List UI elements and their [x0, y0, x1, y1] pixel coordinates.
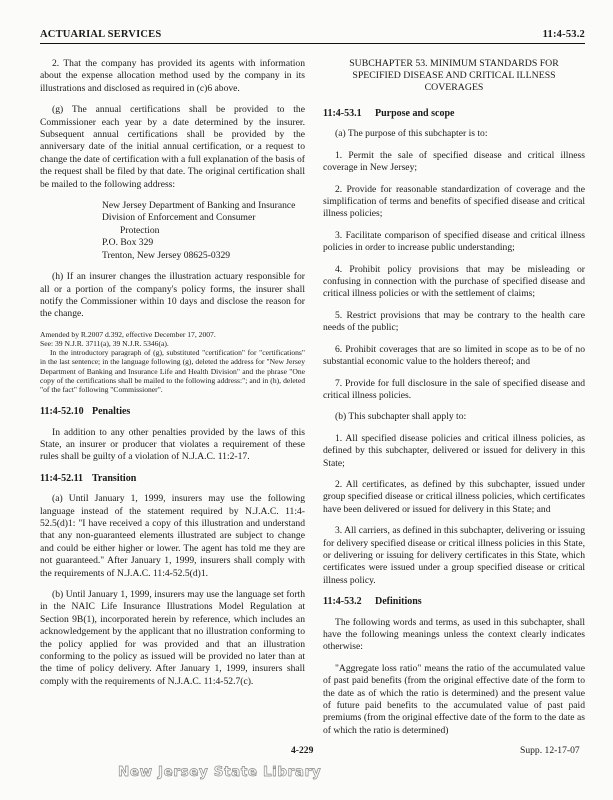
amendment-history-note	[40, 330, 305, 394]
address-line: New Jersey Department of Banking and Insurance	[102, 200, 296, 212]
section-number: 11:4-52.10	[40, 406, 84, 418]
header-section-number: 11:4-53.2	[542, 29, 585, 40]
definition-aggregate-loss-ratio: "Aggregate loss ratio" means the ratio of the accumulated value of past paid benefits (from the original effective date of the form to the date as of which the ratio is determined) and the present value of future paid benefits to the accumulated value of past paid premiums (from the original effective date of the form to the date as of which the ratio is determined)	[323, 662, 585, 736]
section-heading-purpose-and-scope	[323, 108, 585, 120]
subchapter-line: SPECIFIED DISEASE AND CRITICAL ILLNESS	[352, 70, 556, 81]
scope-item: 1. All specified disease policies and critical illness policies, as defined by this subchapter, delivered or issued for delivery in this State;	[323, 432, 585, 469]
section-title: Transition	[92, 472, 137, 484]
scope-item: 2. All certificates, as defined by this subchapter, issued under group specified disease or critical illness policies, which certificates have been delivered or issued for delivery in this State; and	[323, 478, 585, 515]
section-heading-transition	[40, 473, 305, 485]
subchapter-line: COVERAGES	[424, 82, 484, 93]
section-number: 11:4-52.11	[40, 472, 84, 484]
section-title: Definitions	[375, 596, 422, 608]
paragraph-g: (g) The annual certifications shall be provided to the Commissioner each year by a date determined by the insurer. Subsequent annual certifications shall be provided by the anniversary date of the initial annual certification, or a request to change the date of certification with a full explanation of the basis of the request shall be filed by that date. The original certification shall be mailed to the following address:	[40, 104, 305, 190]
definitions-intro: The following words and terms, as used in this subchapter, shall have the following meanings unless the context clearly indicates otherwise:	[323, 616, 585, 653]
history-line: In the introductory paragraph of (g), substituted "certification" for "certifications" in the last sentence; in the language following (g), deleted the address for "New Jersey Department of Banking and Insurance Life and Health Division" and the phrase "One copy of the certifications shall be mailed to the following address:"; and in (h), deleted "of the fact" following "Commissioner".	[40, 348, 305, 394]
section-heading-definitions	[323, 596, 585, 608]
purpose-item: 1. Permit the sale of specified disease and critical illness coverage in New Jersey;	[323, 149, 585, 174]
section-title: Purpose and scope	[375, 108, 455, 119]
library-watermark: New Jersey State Library	[118, 764, 322, 780]
purpose-item: 6. Prohibit coverages that are so limited in scope as to be of no substantial economic value to the holders thereof; and	[323, 343, 585, 368]
section-heading-penalties	[40, 406, 305, 418]
address-line: Division of Enforcement and Consumer	[102, 212, 256, 224]
section-number: 11:4-53.1	[323, 108, 362, 119]
purpose-item: 3. Facilitate comparison of specified disease and critical illness policies in order to increase public understanding;	[323, 229, 585, 254]
address-line: P.O. Box 329	[102, 237, 154, 249]
left-column	[40, 58, 305, 697]
history-line: See: 39 N.J.R. 3711(a), 39 N.J.R. 5346(a).	[40, 338, 169, 348]
subchapter-line: SUBCHAPTER 53. MINIMUM STANDARDS FOR	[349, 58, 559, 69]
transition-paragraph-b: (b) Until January 1, 1999, insurers may use the language set forth in the NAIC Life Insurance Illustrations Model Regulation at Section 9B(1), incorporated herein by reference, which includes an acknowledgement by the applicant that no illustration conforming to the policy applied for was provided and that an illustration conforming to the policy as issued will be provided no later than at the time of policy delivery. After January 1, 1999, insurers shall comply with the requirements of N.J.A.C. 11:4-52.7(c).	[40, 589, 305, 687]
header-title: ACTUARIAL SERVICES	[40, 29, 162, 40]
purpose-intro: (a) The purpose of this subchapter is to:	[335, 128, 488, 140]
address-line: Trenton, New Jersey 08625-0329	[102, 249, 231, 261]
scope-intro: (b) This subchapter shall apply to:	[335, 411, 467, 423]
section-number: 11:4-53.2	[323, 596, 362, 608]
paragraph-h: (h) If an insurer changes the illustration actuary responsible for all or a portion of the company's policy forms, the insurer shall notify the Commissioner within 10 days and disclose the reason for the change.	[40, 271, 305, 320]
scope-item: 3. All carriers, as defined in this subchapter, delivering or issuing for delivery specified disease or critical illness policies in this State, or delivering or issuing for delivery certificates in this State, which certificates were issued under a group specified disease or critical illness policy.	[323, 525, 585, 586]
penalties-body: In addition to any other penalties provided by the laws of this State, an insurer or producer that violates a requirement of these rules shall be guilty of a violation of N.J.A.C. 11:2-17.	[40, 426, 305, 463]
page-number: 4-229	[291, 745, 314, 756]
supplement-date: Supp. 12-17-07	[520, 745, 580, 756]
mailing-address	[102, 200, 305, 262]
purpose-item: 4. Prohibit policy provisions that may be misleading or confusing in connection with the purchase of specified disease and critical illness policies or with the settlement of claims;	[323, 263, 585, 300]
right-column	[323, 58, 585, 746]
purpose-item: 7. Provide for full disclosure in the sale of specified disease and critical illness policies.	[323, 377, 585, 401]
paragraph-c6-item-2: 2. That the company has provided its agents with information about the expense allocation method used by the company in its illustrations and disclosed as required in (c)6 above.	[40, 58, 305, 94]
history-line: Amended by R.2007 d.392, effective December 17, 2007.	[40, 329, 216, 339]
subchapter-heading	[323, 58, 585, 94]
address-line: Protection	[120, 224, 160, 236]
purpose-item: 5. Restrict provisions that may be contrary to the health care needs of the public;	[323, 309, 585, 334]
section-title: Penalties	[92, 406, 131, 418]
purpose-item: 2. Provide for reasonable standardization of coverage and the simplification of terms and benefits of specified disease and critical illness policies;	[323, 183, 585, 220]
running-header	[40, 27, 585, 44]
transition-paragraph-a: (a) Until January 1, 1999, insurers may use the following language instead of the statement required by N.J.A.C. 11:4-52.5(d)1: "I have received a copy of this illustration and understand that any non-guaranteed elements illustrated are subject to change and could be either higher or lower. The agent has told me they are not guaranteed." After January 1, 1999, insurers shall comply with the requirements of N.J.A.C. 11:4-52.5(d)1.	[40, 493, 305, 579]
